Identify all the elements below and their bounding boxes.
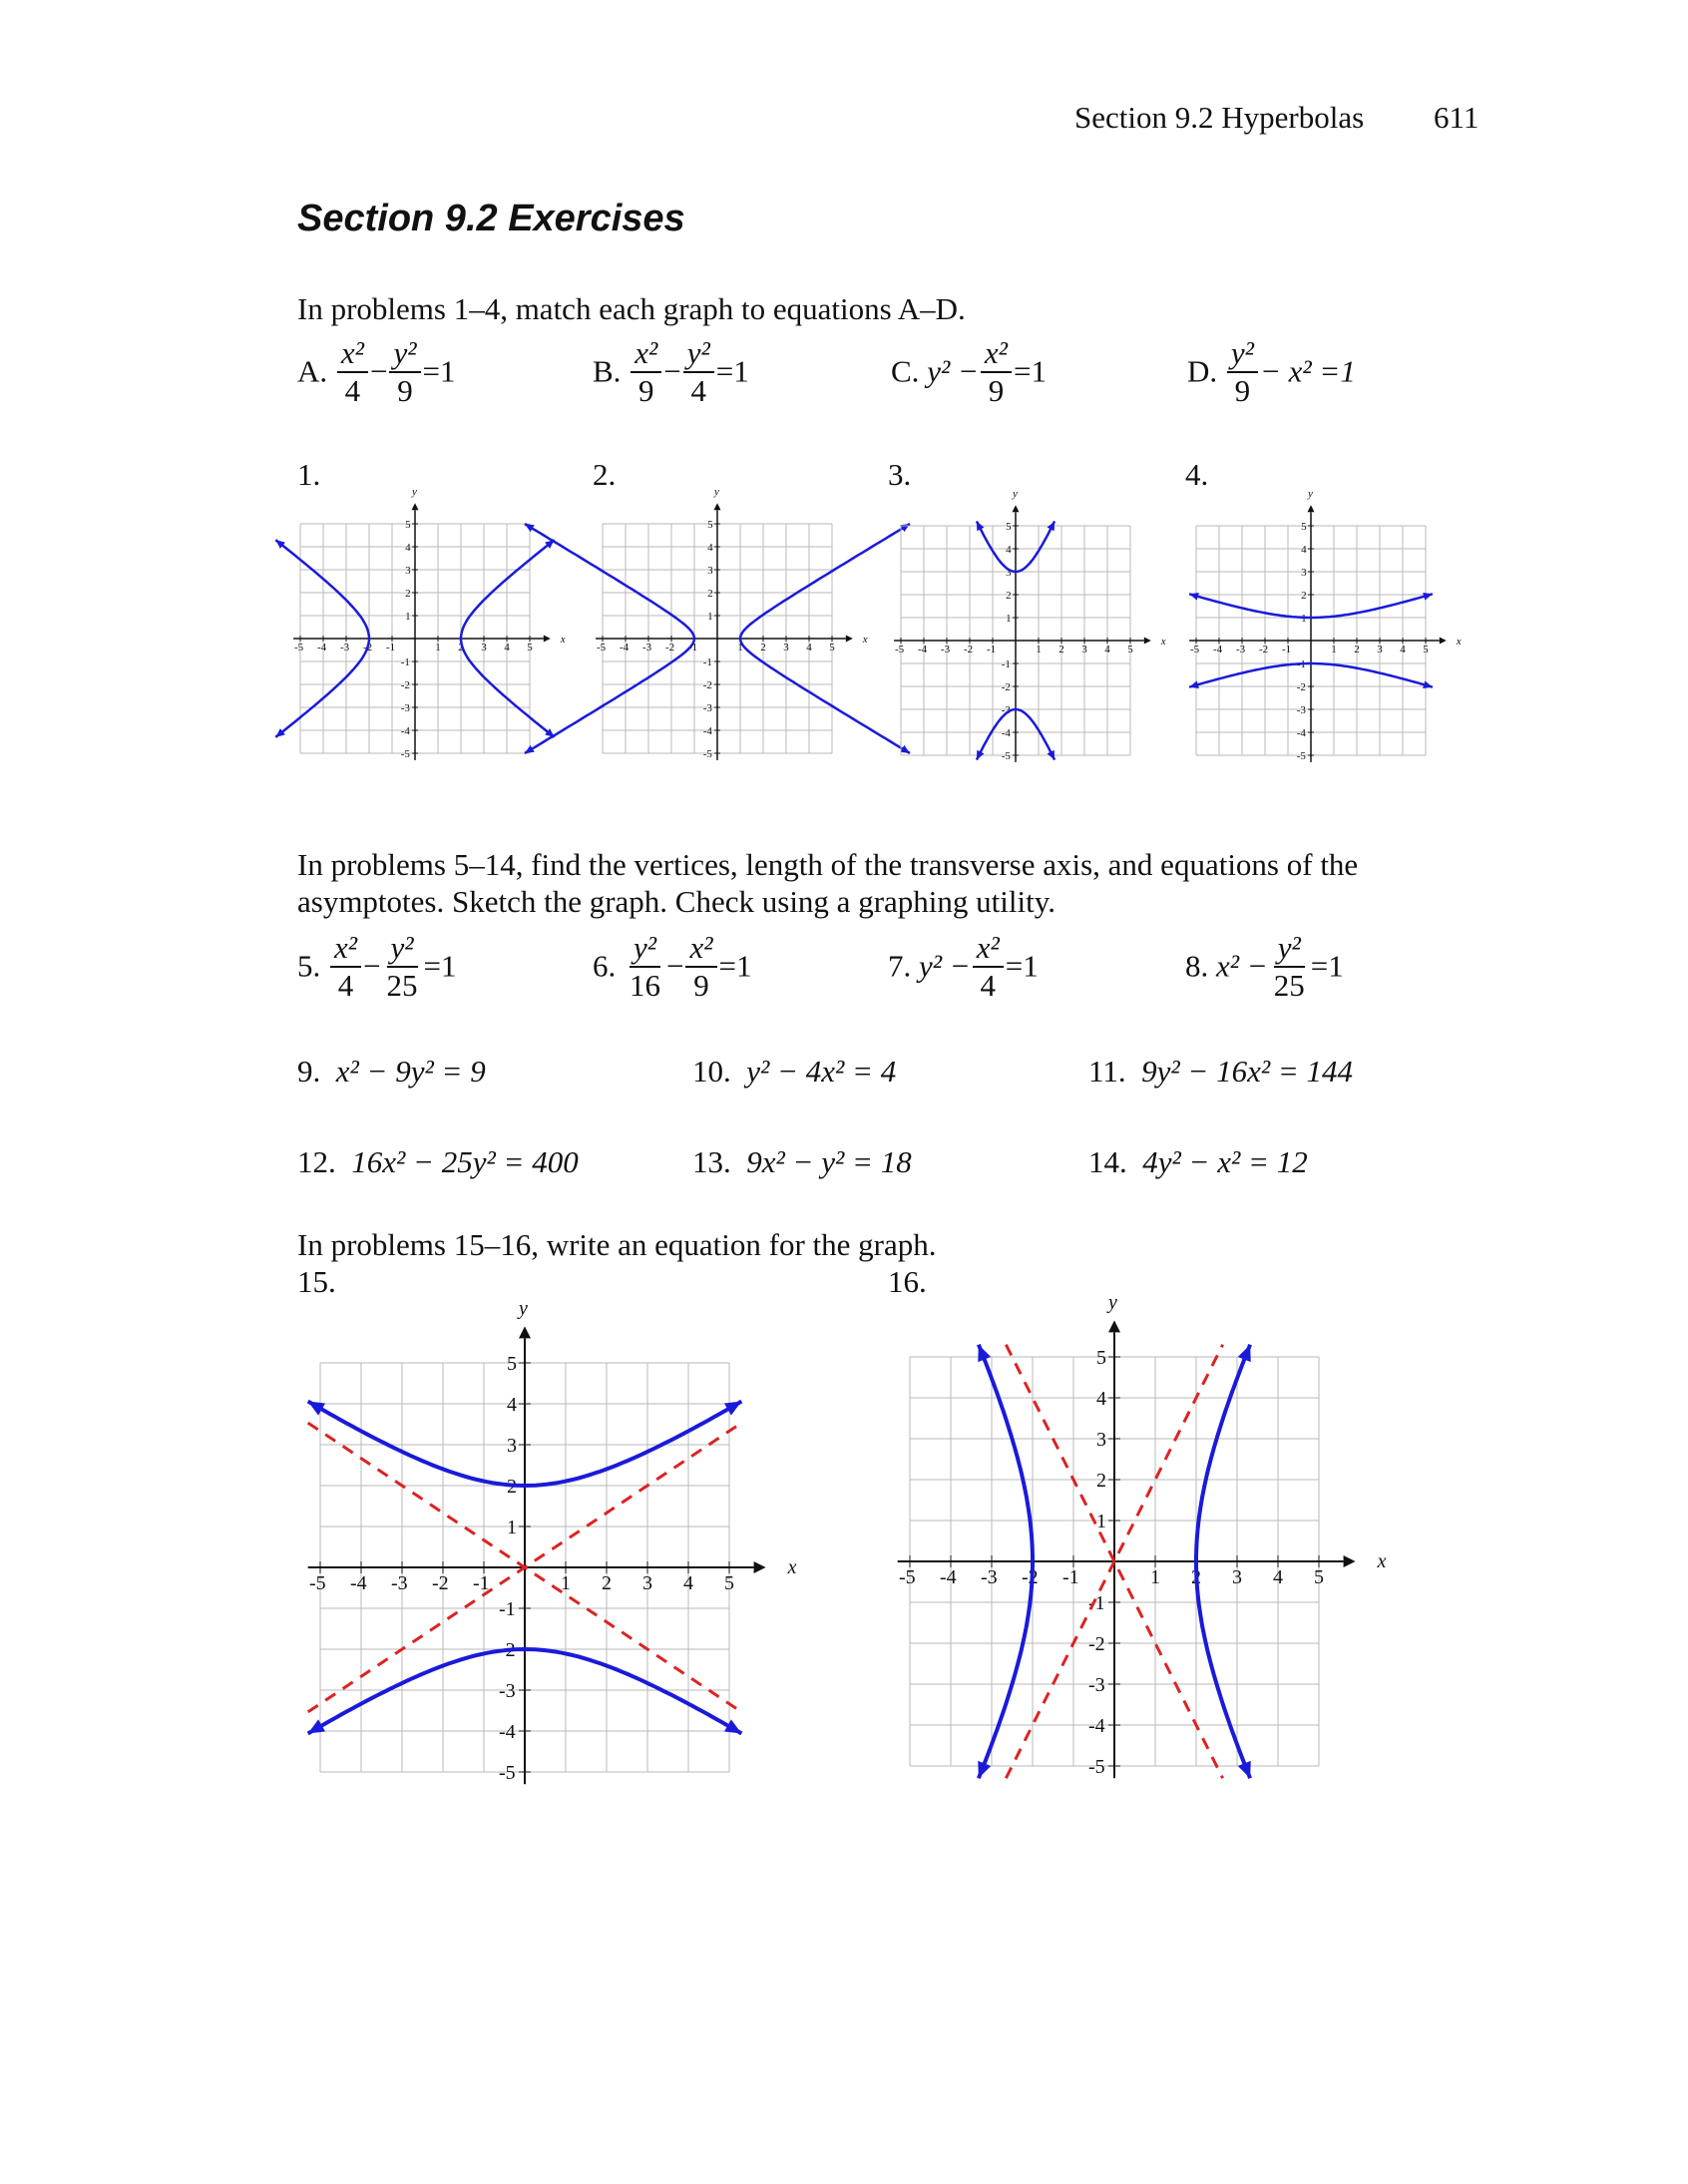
y-tick-label: -3 <box>400 701 410 714</box>
problem-number: 6. <box>593 948 617 984</box>
x-tick-label: -3 <box>641 642 652 654</box>
y-tick-label: 2 <box>707 587 713 600</box>
y-tick-label: -3 <box>1296 703 1306 716</box>
problem-6 <box>593 930 752 1003</box>
y-tick-label: 5 <box>405 518 411 531</box>
y-axis-label: y <box>1108 1291 1117 1314</box>
x-tick-label: 1 <box>1036 644 1042 655</box>
x-tick-label: 2 <box>1191 1566 1201 1588</box>
y-tick-label: -2 <box>400 678 410 691</box>
y-tick-label: 3 <box>1006 566 1012 579</box>
graph-label-4: 4. <box>1185 457 1209 492</box>
x-tick-label: 5 <box>829 642 835 654</box>
option-letter: D. <box>1187 353 1218 389</box>
y-axis-arrow <box>412 503 419 510</box>
y-tick-label: 2 <box>405 587 411 600</box>
x-tick-label: 3 <box>783 642 789 654</box>
y-tick-label: 3 <box>1301 566 1307 579</box>
y-tick-label: 5 <box>1301 520 1307 533</box>
leading-term: x² − <box>1216 948 1268 984</box>
y-axis-arrow <box>714 503 721 510</box>
problem-8 <box>1185 930 1344 1003</box>
equals: =1 <box>1013 353 1047 389</box>
x-axis-label: x <box>1456 636 1462 648</box>
y-tick-label: 5 <box>1096 1347 1106 1369</box>
y-tick-label: 4 <box>1006 543 1012 556</box>
problem-number: 5. <box>297 948 321 984</box>
y-tick-label: -5 <box>1296 749 1306 762</box>
y-axis-label: y <box>519 1297 528 1320</box>
x-tick-label: -3 <box>940 644 951 655</box>
y-tick-label: 4 <box>405 541 411 554</box>
problem-10 <box>692 1054 896 1090</box>
x-tick-label: 4 <box>683 1572 693 1594</box>
y-tick-label: 5 <box>1006 520 1012 533</box>
x-tick-label: 3 <box>1232 1566 1242 1588</box>
curve-arrowhead <box>1423 680 1433 688</box>
y-tick-label: -3 <box>499 1680 516 1702</box>
x-tick-label: -1 <box>385 642 396 654</box>
curve-arrowhead <box>978 1761 991 1778</box>
problem-13 <box>692 1144 912 1180</box>
fraction-denominator: 4 <box>690 372 707 408</box>
y-tick-label: -1 <box>1088 1592 1105 1614</box>
y-tick-label: -5 <box>499 1762 516 1784</box>
x-axis-label: x <box>560 634 566 646</box>
y-tick-label: -2 <box>1296 680 1306 693</box>
y-tick-label: -5 <box>1088 1756 1105 1778</box>
equals: =1 <box>1310 948 1344 984</box>
y-tick-label: 2 <box>1096 1470 1106 1492</box>
graph-label-3: 3. <box>888 457 912 492</box>
graph-3 <box>883 487 1172 766</box>
fraction-numerator: x² <box>330 930 361 968</box>
x-axis-arrow <box>846 636 853 643</box>
x-tick-label: 1 <box>1150 1566 1160 1588</box>
x-axis-arrow <box>544 636 551 643</box>
graph-label-1: 1. <box>297 457 321 492</box>
option-letter: B. <box>593 353 622 389</box>
equals: =1 <box>715 353 749 389</box>
x-tick-label: 3 <box>1377 644 1383 655</box>
equation: 16x² − 25y² = 400 <box>351 1144 579 1179</box>
x-axis-label: x <box>1160 636 1166 648</box>
x-tick-label: 4 <box>504 642 510 654</box>
graph-1 <box>293 486 566 765</box>
curve-arrowhead <box>978 1345 991 1362</box>
fraction-denominator: 9 <box>637 372 654 408</box>
x-tick-label: -5 <box>596 642 607 654</box>
x-tick-label: -3 <box>391 1572 408 1594</box>
curve-arrowhead <box>1189 593 1199 601</box>
x-tick-label: -2 <box>362 642 373 654</box>
x-tick-label: 1 <box>435 642 441 654</box>
y-tick-label: -3 <box>1088 1674 1105 1696</box>
y-axis-label: y <box>1013 488 1018 501</box>
graph-label-15: 15. <box>297 1264 336 1299</box>
x-tick-label: 3 <box>481 642 487 654</box>
fraction-denominator: 25 <box>386 967 418 1003</box>
x-tick-label: 2 <box>1354 644 1360 655</box>
instruction-5-14: In problems 5–14, find the vertices, length of the transverse axis, and equations of the asymptotes. Sketch the graph. Check using a graphing utility. <box>297 847 1359 919</box>
x-tick-label: -4 <box>350 1572 367 1594</box>
problem-number: 7. <box>888 948 912 984</box>
x-tick-label: -3 <box>339 642 350 654</box>
fraction-denominator: 9 <box>693 967 709 1003</box>
y-tick-label: -4 <box>1001 726 1011 739</box>
y-tick-label: 1 <box>507 1517 517 1538</box>
y-tick-label: -2 <box>702 678 712 691</box>
y-tick-label: 2 <box>1301 589 1307 602</box>
x-axis-arrow <box>1344 1555 1356 1567</box>
y-tick-label: -4 <box>400 724 410 737</box>
equation: y² − 4x² = 4 <box>746 1054 897 1089</box>
option-c <box>891 335 1047 408</box>
y-tick-label: 1 <box>1006 612 1012 625</box>
x-tick-label: -2 <box>432 1572 449 1594</box>
x-tick-label: 2 <box>760 642 766 654</box>
x-tick-label: -4 <box>940 1566 957 1588</box>
x-tick-label: -4 <box>316 642 327 654</box>
x-tick-label: -5 <box>1189 644 1200 655</box>
x-axis-label: x <box>1377 1550 1387 1572</box>
y-tick-label: -1 <box>1001 657 1011 670</box>
y-tick-label: 3 <box>1096 1429 1106 1451</box>
y-tick-label: 2 <box>1006 589 1012 602</box>
x-axis-label: x <box>787 1556 797 1578</box>
x-tick-label: -3 <box>981 1566 998 1588</box>
x-tick-label: 1 <box>737 642 743 654</box>
problem-number: 9. <box>297 1054 321 1089</box>
x-tick-label: 2 <box>1058 644 1064 655</box>
y-tick-label: 3 <box>405 564 411 577</box>
problem-7 <box>888 930 1039 1003</box>
equation: 9y² − 16x² = 144 <box>1141 1054 1354 1089</box>
curve-arrowhead <box>1238 1761 1251 1778</box>
fraction-numerator: x² <box>981 335 1012 373</box>
y-tick-label: -5 <box>1001 749 1011 762</box>
y-tick-label: -3 <box>1001 703 1011 716</box>
y-tick-label: 4 <box>707 541 713 554</box>
y-axis-label: y <box>1308 488 1313 501</box>
equation: 9x² − y² = 18 <box>746 1144 912 1179</box>
equals: =1 <box>422 353 456 389</box>
fraction-numerator: y² <box>1227 335 1258 373</box>
problem-14 <box>1088 1144 1308 1180</box>
y-tick-label: -1 <box>499 1598 516 1620</box>
leading-term: y² − <box>927 353 979 389</box>
y-axis-arrow <box>519 1326 531 1338</box>
x-tick-label: 5 <box>527 642 533 654</box>
curve-arrowhead <box>1189 680 1199 688</box>
fraction-numerator: x² <box>337 335 368 373</box>
instruction-1-4: In problems 1–4, match each graph to equations A–D. <box>297 291 966 326</box>
y-tick-label: -4 <box>499 1721 516 1743</box>
x-tick-label: -5 <box>899 1566 916 1588</box>
y-tick-label: -4 <box>702 724 712 737</box>
option-letter: A. <box>297 353 328 389</box>
x-axis-arrow <box>754 1561 766 1573</box>
operator: − <box>369 353 388 389</box>
fraction-numerator: y² <box>1274 930 1305 968</box>
y-axis-label: y <box>714 486 719 499</box>
x-tick-label: 5 <box>1127 644 1133 655</box>
x-tick-label: -5 <box>894 644 905 655</box>
graph-16 <box>883 1291 1392 1794</box>
y-axis-arrow <box>1013 505 1020 512</box>
y-axis-arrow <box>1308 505 1315 512</box>
y-tick-label: 3 <box>707 564 713 577</box>
y-tick-label: -4 <box>1088 1715 1105 1737</box>
fraction-numerator: y² <box>683 335 714 373</box>
problem-number: 14. <box>1088 1144 1127 1179</box>
fraction-denominator: 4 <box>980 967 997 1003</box>
equation: x² − 9y² = 9 <box>335 1054 486 1089</box>
x-tick-label: -4 <box>619 642 630 654</box>
operator: − <box>363 948 381 984</box>
y-tick-label: 1 <box>707 610 713 623</box>
x-tick-label: -5 <box>309 1572 326 1594</box>
page-number: 611 <box>1434 100 1479 135</box>
x-tick-label: -1 <box>473 1572 490 1594</box>
fraction-denominator: 9 <box>397 372 413 408</box>
operator: − <box>666 948 684 984</box>
problem-5 <box>297 930 457 1003</box>
y-tick-label: 4 <box>1301 543 1307 556</box>
y-axis-label: y <box>412 486 417 499</box>
equation: 4y² − x² = 12 <box>1142 1144 1308 1179</box>
problem-12 <box>297 1144 579 1180</box>
fraction-denominator: 16 <box>630 967 660 1003</box>
graph-4 <box>1177 488 1467 765</box>
problem-9 <box>297 1054 486 1090</box>
fraction-numerator: x² <box>631 335 661 373</box>
x-tick-label: -5 <box>293 642 304 654</box>
y-axis-arrow <box>1108 1320 1120 1332</box>
trailing-term: − x² =1 <box>1259 353 1356 389</box>
equals: =1 <box>718 948 752 984</box>
fraction-numerator: y² <box>387 930 418 968</box>
x-tick-label: -3 <box>1235 644 1246 655</box>
y-tick-label: 4 <box>507 1394 517 1416</box>
x-tick-label: -4 <box>1212 644 1223 655</box>
x-tick-label: 3 <box>642 1572 652 1594</box>
y-tick-label: 5 <box>707 518 713 531</box>
equals: =1 <box>423 948 457 984</box>
graph-label-16: 16. <box>888 1264 927 1299</box>
y-tick-label: 1 <box>405 610 411 623</box>
problem-number: 12. <box>297 1144 336 1179</box>
fraction-numerator: x² <box>685 930 716 968</box>
y-tick-label: -3 <box>702 701 712 714</box>
fraction-denominator: 9 <box>1234 372 1251 408</box>
x-tick-label: 2 <box>602 1572 612 1594</box>
x-tick-label: -1 <box>986 644 997 655</box>
x-axis-arrow <box>1144 638 1151 645</box>
x-tick-label: 5 <box>1314 1566 1324 1588</box>
graph-15 <box>294 1297 797 1801</box>
problem-number: 10. <box>692 1054 731 1089</box>
y-tick-label: 3 <box>507 1435 517 1457</box>
x-tick-label: -2 <box>1258 644 1269 655</box>
graph-label-2: 2. <box>593 457 617 492</box>
x-axis-label: x <box>862 634 868 646</box>
curve-arrowhead <box>1238 1345 1251 1362</box>
y-tick-label: 1 <box>1301 612 1307 625</box>
instruction-15-16: In problems 15–16, write an equation for the graph. <box>297 1227 937 1262</box>
y-tick-label: -5 <box>702 747 712 760</box>
problem-number: 11. <box>1088 1054 1126 1089</box>
option-d <box>1187 335 1356 408</box>
x-tick-label: -1 <box>687 642 698 654</box>
fraction-numerator: y² <box>630 930 660 968</box>
x-tick-label: -2 <box>963 644 974 655</box>
x-tick-label: 4 <box>1400 644 1406 655</box>
y-tick-label: -5 <box>400 747 410 760</box>
y-tick-label: 5 <box>507 1353 517 1375</box>
running-header: Section 9.2 Hyperbolas <box>1074 100 1365 135</box>
section-title: Section 9.2 Exercises <box>297 198 685 239</box>
x-tick-label: 4 <box>1104 644 1110 655</box>
equals: =1 <box>1005 948 1039 984</box>
x-tick-label: 1 <box>561 1572 571 1594</box>
fraction-denominator: 9 <box>988 372 1005 408</box>
y-tick-label: -4 <box>1296 726 1306 739</box>
x-tick-label: 4 <box>1273 1566 1283 1588</box>
x-tick-label: -4 <box>917 644 928 655</box>
option-a <box>297 335 455 408</box>
curve-arrowhead <box>1423 593 1433 601</box>
x-tick-label: 3 <box>1081 644 1087 655</box>
y-tick-label: 1 <box>1096 1511 1106 1532</box>
y-tick-label: -2 <box>499 1639 516 1661</box>
x-tick-label: -1 <box>1062 1566 1079 1588</box>
leading-term: y² − <box>919 948 971 984</box>
problem-number: 13. <box>692 1144 731 1179</box>
fraction-numerator: y² <box>389 335 420 373</box>
fraction-denominator: 4 <box>337 967 354 1003</box>
x-tick-label: -2 <box>1022 1566 1039 1588</box>
x-tick-label: -1 <box>1281 644 1292 655</box>
x-tick-label: 5 <box>724 1572 734 1594</box>
option-letter: C. <box>891 353 920 389</box>
x-tick-label: 2 <box>458 642 464 654</box>
problem-number: 8. <box>1185 948 1209 984</box>
y-tick-label: -1 <box>1296 657 1306 670</box>
fraction-denominator: 25 <box>1273 967 1305 1003</box>
x-tick-label: -2 <box>664 642 675 654</box>
y-tick-label: -2 <box>1001 680 1011 693</box>
graph-2 <box>589 486 878 765</box>
x-tick-label: 5 <box>1423 644 1429 655</box>
y-tick-label: 2 <box>507 1476 517 1498</box>
y-tick-label: -2 <box>1088 1633 1105 1655</box>
operator: − <box>663 353 681 389</box>
x-axis-arrow <box>1440 638 1447 645</box>
y-tick-label: 4 <box>1096 1388 1106 1410</box>
y-tick-label: -1 <box>400 655 410 668</box>
fraction-denominator: 4 <box>344 372 361 408</box>
x-tick-label: 1 <box>1331 644 1337 655</box>
option-b <box>593 335 749 408</box>
problem-11 <box>1088 1054 1353 1090</box>
x-tick-label: 4 <box>806 642 812 654</box>
fraction-numerator: x² <box>973 930 1004 968</box>
y-tick-label: -1 <box>702 655 712 668</box>
